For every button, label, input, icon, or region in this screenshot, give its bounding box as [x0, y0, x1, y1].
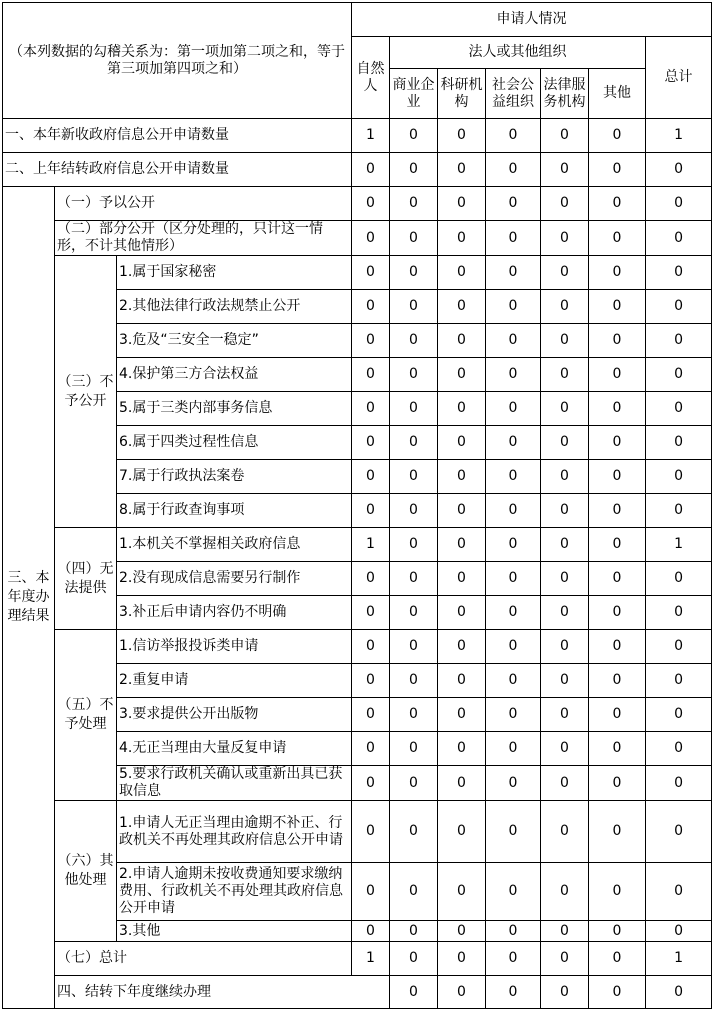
table-row — [3, 256, 712, 290]
cell-value: 0 — [589, 528, 646, 562]
cell-value: 0 — [486, 426, 541, 460]
cell-value: 0 — [390, 460, 438, 494]
cell-value: 0 — [646, 187, 712, 221]
cell-value: 0 — [541, 562, 589, 596]
cell-value: 0 — [352, 630, 390, 664]
cell-value: 0 — [589, 392, 646, 426]
cell-value: 0 — [390, 863, 438, 921]
cell-value: 0 — [589, 358, 646, 392]
cell-value: 0 — [486, 698, 541, 732]
cell-value: 0 — [390, 392, 438, 426]
cell-value: 0 — [589, 187, 646, 221]
cell-value: 0 — [646, 863, 712, 921]
header-applicant-info: 申请人情况 — [352, 3, 712, 37]
cell-value: 0 — [541, 732, 589, 766]
cell-value: 0 — [438, 119, 486, 153]
cell-value: 0 — [438, 562, 486, 596]
table-row — [3, 630, 712, 664]
cell-value: 0 — [486, 324, 541, 358]
cell-value: 0 — [486, 801, 541, 863]
cell-value: 0 — [646, 664, 712, 698]
row-label: 6.属于四类过程性信息 — [117, 426, 352, 460]
cell-value: 0 — [486, 528, 541, 562]
cell-value: 0 — [541, 392, 589, 426]
table-row — [3, 801, 712, 863]
cell-value: 0 — [352, 596, 390, 630]
cell-value: 0 — [589, 942, 646, 976]
row-label: 5.要求行政机关确认或重新出具已获取信息 — [117, 766, 352, 801]
cell-value: 0 — [438, 732, 486, 766]
cell-value: 0 — [589, 324, 646, 358]
cell-value: 0 — [646, 460, 712, 494]
cell-value: 0 — [541, 153, 589, 187]
row-label: 2.申请人逾期未按收费通知要求缴纳费用、行政机关不再处理其政府信息公开申请 — [117, 863, 352, 921]
row-label: 2.重复申请 — [117, 664, 352, 698]
cell-value: 0 — [541, 698, 589, 732]
header-org-type: 法律服务机构 — [541, 69, 589, 119]
row-label: 一、本年新收政府信息公开申请数量 — [3, 119, 352, 153]
cell-value: 0 — [352, 698, 390, 732]
cell-value: 0 — [589, 290, 646, 324]
header-natural-person: 自然人 — [352, 37, 390, 119]
cell-value: 0 — [486, 921, 541, 942]
cell-value: 0 — [390, 256, 438, 290]
cell-value: 0 — [589, 732, 646, 766]
cell-value: 0 — [589, 494, 646, 528]
cell-value: 0 — [390, 664, 438, 698]
section-3-label: 三、本年度办理结果 — [3, 187, 55, 1009]
cell-value: 0 — [438, 256, 486, 290]
cell-value: 0 — [486, 976, 541, 1009]
cell-value: 0 — [589, 119, 646, 153]
cell-value: 0 — [438, 698, 486, 732]
cell-value: 1 — [646, 942, 712, 976]
cell-value: 0 — [438, 460, 486, 494]
cell-value: 0 — [438, 290, 486, 324]
cell-value: 0 — [589, 921, 646, 942]
cell-value: 0 — [646, 494, 712, 528]
cell-value: 0 — [438, 664, 486, 698]
cell-value: 0 — [438, 801, 486, 863]
cell-value: 0 — [438, 766, 486, 801]
row-label: 1.信访举报投诉类申请 — [117, 630, 352, 664]
cell-value: 0 — [646, 801, 712, 863]
cell-value: 0 — [438, 358, 486, 392]
cell-value: 0 — [390, 976, 438, 1009]
cell-value: 0 — [438, 921, 486, 942]
cell-value: 0 — [486, 187, 541, 221]
cell-value: 0 — [352, 358, 390, 392]
cell-value: 0 — [486, 664, 541, 698]
cell-value: 0 — [352, 732, 390, 766]
group-3-label: （三）不予公开 — [55, 256, 117, 528]
cell-value: 0 — [352, 562, 390, 596]
row-label: 8.属于行政查询事项 — [117, 494, 352, 528]
cell-value: 0 — [486, 256, 541, 290]
row-label: 4.无正当理由大量反复申请 — [117, 732, 352, 766]
cell-value: 0 — [589, 698, 646, 732]
table-row — [3, 153, 712, 187]
cell-value: 0 — [541, 942, 589, 976]
cell-value: 0 — [541, 290, 589, 324]
cell-value: 0 — [352, 460, 390, 494]
cell-value: 0 — [541, 528, 589, 562]
cell-value: 0 — [390, 921, 438, 942]
table-row — [3, 221, 712, 256]
row-label: 四、结转下年度继续办理 — [55, 976, 390, 1009]
cell-value: 0 — [589, 801, 646, 863]
header-org-type: 商业企业 — [390, 69, 438, 119]
cell-value: 0 — [352, 221, 390, 256]
header-org-type: 其他 — [589, 69, 646, 119]
cell-value: 0 — [352, 392, 390, 426]
row-label: 3.其他 — [117, 921, 352, 942]
table-row — [3, 528, 712, 562]
row-label: 2.其他法律行政法规禁止公开 — [117, 290, 352, 324]
cell-value: 0 — [390, 494, 438, 528]
cell-value: 0 — [541, 863, 589, 921]
cell-value: 0 — [438, 153, 486, 187]
cell-value: 0 — [352, 494, 390, 528]
cell-value: 0 — [390, 290, 438, 324]
cell-value: 0 — [589, 426, 646, 460]
cell-value: 0 — [541, 976, 589, 1009]
cell-value: 0 — [486, 766, 541, 801]
cell-value: 0 — [541, 358, 589, 392]
row-label: 2.没有现成信息需要另行制作 — [117, 562, 352, 596]
cell-value: 0 — [589, 976, 646, 1009]
cell-value: 0 — [438, 324, 486, 358]
cell-value: 0 — [438, 863, 486, 921]
cell-value: 0 — [352, 324, 390, 358]
cell-value: 0 — [390, 221, 438, 256]
row-label: （二）部分公开（区分处理的，只计这一情形，不计其他情形） — [55, 221, 352, 256]
cell-value: 0 — [541, 596, 589, 630]
cell-value: 0 — [352, 290, 390, 324]
cell-value: 0 — [390, 153, 438, 187]
cell-value: 0 — [390, 528, 438, 562]
header-legal-org: 法人或其他组织 — [390, 37, 646, 69]
cell-value: 0 — [589, 153, 646, 187]
cell-value: 0 — [390, 187, 438, 221]
cell-value: 0 — [541, 426, 589, 460]
cell-value: 0 — [486, 596, 541, 630]
cell-value: 0 — [438, 392, 486, 426]
cell-value: 0 — [646, 921, 712, 942]
cell-value: 0 — [589, 863, 646, 921]
group-4-label: （四）无法提供 — [55, 528, 117, 630]
header-row-1 — [3, 3, 712, 37]
cell-value: 0 — [486, 153, 541, 187]
cell-value: 0 — [390, 426, 438, 460]
cell-value: 0 — [486, 221, 541, 256]
cell-value: 0 — [541, 921, 589, 942]
row-label: 3.补正后申请内容仍不明确 — [117, 596, 352, 630]
row-label: 3.要求提供公开出版物 — [117, 698, 352, 732]
cell-value: 0 — [646, 153, 712, 187]
cell-value: 0 — [438, 426, 486, 460]
cell-value: 0 — [438, 221, 486, 256]
cell-value: 0 — [541, 630, 589, 664]
cell-value: 0 — [589, 766, 646, 801]
cell-value: 0 — [646, 290, 712, 324]
row-label: 1.申请人无正当理由逾期不补正、行政机关不再处理其政府信息公开申请 — [117, 801, 352, 863]
cell-value: 0 — [589, 256, 646, 290]
group-6-label: （六）其他处理 — [55, 801, 117, 942]
row-label: 1.本机关不掌握相关政府信息 — [117, 528, 352, 562]
cell-value: 0 — [390, 119, 438, 153]
cell-value: 0 — [390, 358, 438, 392]
cell-value: 0 — [589, 596, 646, 630]
cell-value: 0 — [589, 630, 646, 664]
cell-value: 1 — [352, 942, 390, 976]
table-row — [3, 119, 712, 153]
row-label: 3.危及“三安全一稳定” — [117, 324, 352, 358]
cell-value: 0 — [646, 976, 712, 1009]
row-label: 4.保护第三方合法权益 — [117, 358, 352, 392]
cell-value: 0 — [646, 426, 712, 460]
row-label: 5.属于三类内部事务信息 — [117, 392, 352, 426]
cell-value: 0 — [390, 801, 438, 863]
cell-value: 0 — [486, 392, 541, 426]
cell-value: 0 — [646, 392, 712, 426]
cell-value: 0 — [352, 863, 390, 921]
cell-value: 0 — [352, 664, 390, 698]
cell-value: 0 — [486, 460, 541, 494]
header-note: （本列数据的勾稽关系为：第一项加第二项之和，等于第三项加第四项之和） — [3, 3, 352, 119]
row-label: 二、上年结转政府信息公开申请数量 — [3, 153, 352, 187]
cell-value: 0 — [541, 187, 589, 221]
cell-value: 0 — [390, 698, 438, 732]
cell-value: 1 — [352, 528, 390, 562]
cell-value: 0 — [352, 801, 390, 863]
cell-value: 1 — [646, 119, 712, 153]
cell-value: 0 — [541, 460, 589, 494]
group-5-label: （五）不予处理 — [55, 630, 117, 801]
cell-value: 0 — [541, 221, 589, 256]
cell-value: 0 — [646, 698, 712, 732]
cell-value: 0 — [486, 290, 541, 324]
cell-value: 0 — [541, 766, 589, 801]
cell-value: 0 — [352, 187, 390, 221]
row-label: 1.属于国家秘密 — [117, 256, 352, 290]
cell-value: 0 — [486, 358, 541, 392]
table-row — [3, 976, 712, 1009]
cell-value: 0 — [589, 221, 646, 256]
cell-value: 0 — [646, 732, 712, 766]
cell-value: 0 — [352, 256, 390, 290]
cell-value: 0 — [352, 153, 390, 187]
cell-value: 0 — [352, 766, 390, 801]
cell-value: 0 — [541, 256, 589, 290]
header-total: 总计 — [646, 37, 712, 119]
cell-value: 0 — [438, 976, 486, 1009]
gov-info-disclosure-table — [2, 2, 712, 1009]
cell-value: 0 — [589, 664, 646, 698]
cell-value: 0 — [646, 221, 712, 256]
row-label: （七）总计 — [55, 942, 352, 976]
cell-value: 0 — [390, 630, 438, 664]
cell-value: 0 — [646, 256, 712, 290]
cell-value: 0 — [390, 942, 438, 976]
header-org-type: 科研机构 — [438, 69, 486, 119]
cell-value: 0 — [646, 766, 712, 801]
cell-value: 0 — [646, 324, 712, 358]
cell-value: 0 — [486, 863, 541, 921]
cell-value: 0 — [438, 630, 486, 664]
cell-value: 0 — [352, 921, 390, 942]
cell-value: 0 — [390, 732, 438, 766]
cell-value: 0 — [486, 942, 541, 976]
cell-value: 0 — [589, 562, 646, 596]
cell-value: 1 — [352, 119, 390, 153]
cell-value: 1 — [646, 528, 712, 562]
cell-value: 0 — [438, 528, 486, 562]
cell-value: 0 — [541, 664, 589, 698]
cell-value: 0 — [486, 732, 541, 766]
row-label: （一）予以公开 — [55, 187, 352, 221]
cell-value: 0 — [646, 630, 712, 664]
table-row — [3, 942, 712, 976]
cell-value: 0 — [486, 562, 541, 596]
cell-value: 0 — [438, 596, 486, 630]
cell-value: 0 — [646, 358, 712, 392]
cell-value: 0 — [352, 426, 390, 460]
cell-value: 0 — [486, 630, 541, 664]
cell-value: 0 — [390, 324, 438, 358]
row-label: 7.属于行政执法案卷 — [117, 460, 352, 494]
cell-value: 0 — [438, 494, 486, 528]
header-org-type: 社会公益组织 — [486, 69, 541, 119]
cell-value: 0 — [390, 562, 438, 596]
cell-value: 0 — [541, 801, 589, 863]
cell-value: 0 — [486, 494, 541, 528]
cell-value: 0 — [646, 596, 712, 630]
cell-value: 0 — [541, 119, 589, 153]
cell-value: 0 — [541, 494, 589, 528]
cell-value: 0 — [646, 562, 712, 596]
cell-value: 0 — [390, 766, 438, 801]
table-row — [3, 187, 712, 221]
cell-value: 0 — [541, 324, 589, 358]
cell-value: 0 — [438, 187, 486, 221]
cell-value: 0 — [486, 119, 541, 153]
cell-value: 0 — [390, 596, 438, 630]
cell-value: 0 — [589, 460, 646, 494]
cell-value: 0 — [438, 942, 486, 976]
